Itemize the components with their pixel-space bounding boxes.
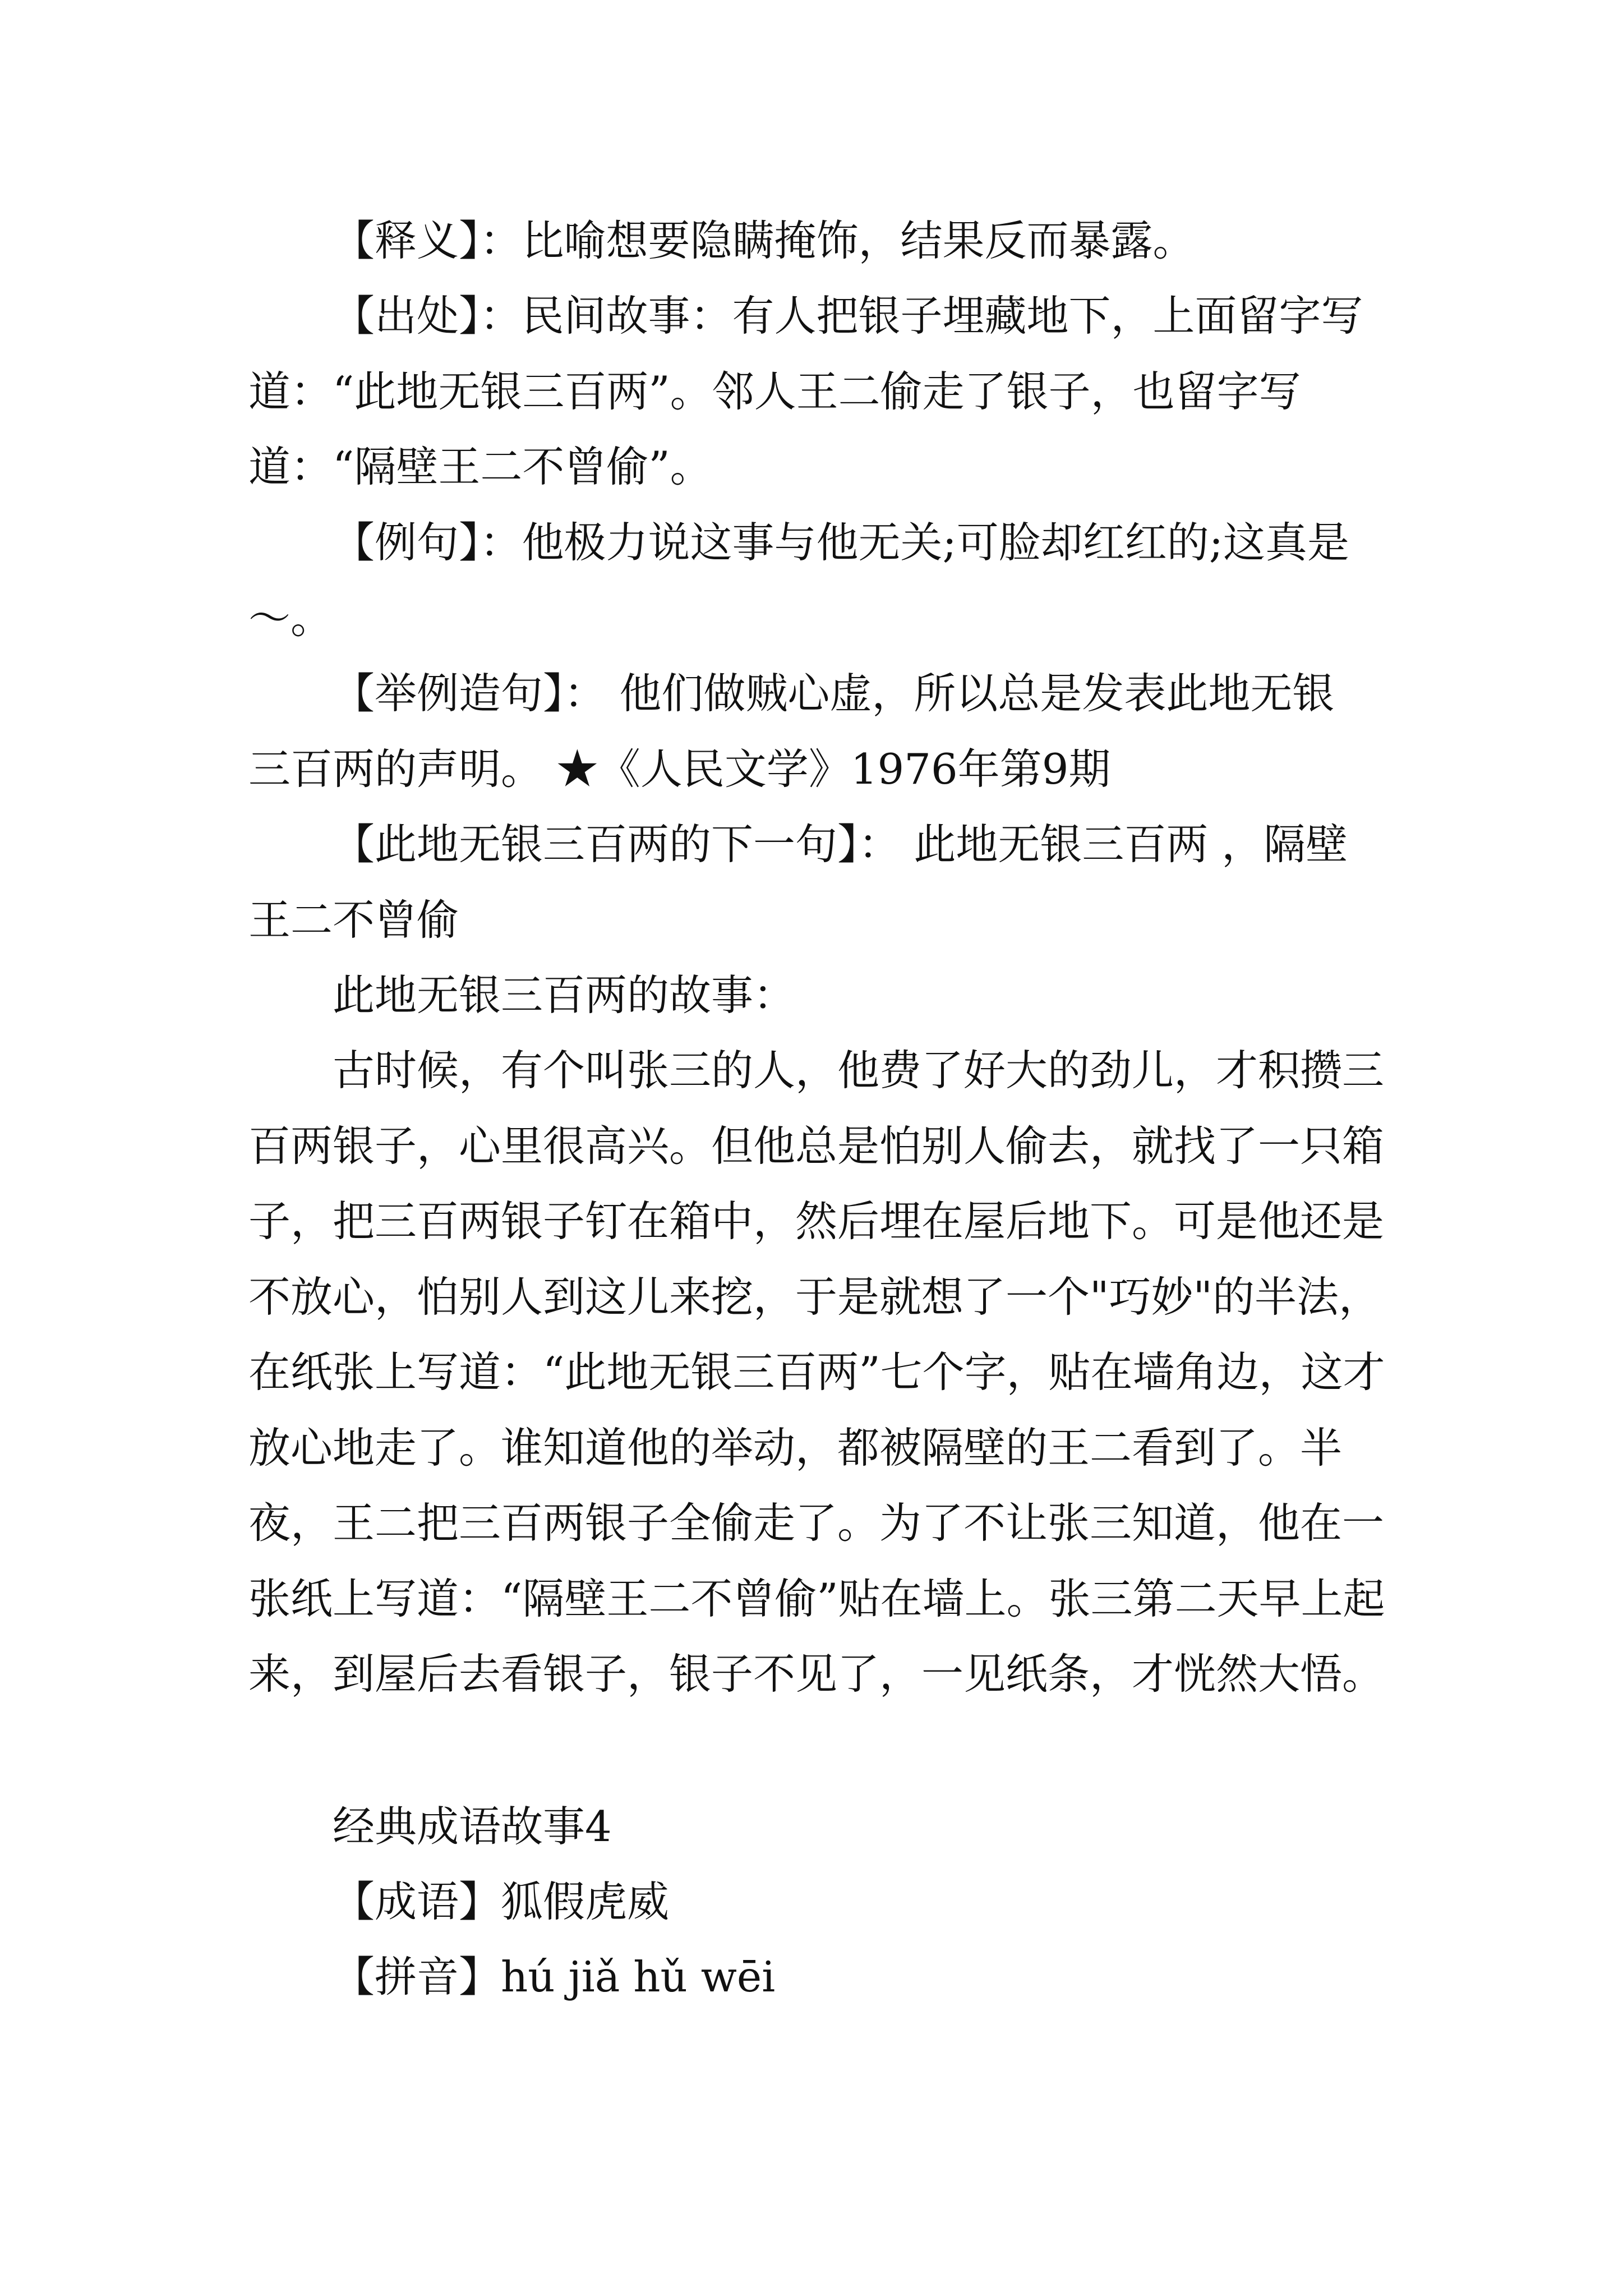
paragraph-text: 【举例造句】： 他们做贼心虚，所以总是发表此地无银三百两的声明。 ★《人民文学》1976年第9期 <box>248 669 1335 794</box>
paragraph-definition <box>248 203 1370 279</box>
paragraph-example-sentence <box>248 505 1370 656</box>
paragraph-text: 【出处】：民间故事：有人把银子埋藏地下，上面留字写道：“此地无银三百两”。邻人王二偷走了银子，也留字写道：“隔壁王二不曾偷”。 <box>248 291 1363 491</box>
paragraph-usage-example <box>248 656 1370 807</box>
paragraph-text: 【拼音】hú jiǎ hǔ wēi <box>333 1952 776 2001</box>
paragraph-origin <box>248 278 1370 505</box>
paragraph-text: 【例句】：他极力说这事与他无关;可脸却红红的;这真是～。 <box>248 518 1350 643</box>
paragraph-text: 古时候，有个叫张三的人，他费了好大的劲儿，才积攒三百两银子，心里很高兴。但他总是怕别人偷去，就找了一只箱子，把三百两银子钉在箱中，然后埋在屋后地下。可是他还是不放心，怕别人到这儿来挖，于是就想了一个"巧妙"的半法，在纸张上写道：“此地无银三百两”七个字，贴在墙角边，这才放心地走了。谁知道他的举动，都被隔壁的王二看到了。半夜，王二把三百两银子全偷走了。为了不让张三知道，他在一张纸上写道：“隔壁王二不曾偷”贴在墙上。张三第二天早上起来，到屋后去看银子，银子不见了，一见纸条，才恍然大悟。 <box>248 1046 1385 1699</box>
paragraph-story-body <box>248 1033 1398 1712</box>
paragraph-text: 此地无银三百两的故事： <box>333 970 796 1020</box>
paragraph-section-title <box>248 1789 1370 1865</box>
paragraph-text: 【释义】：比喻想要隐瞒掩饰，结果反而暴露。 <box>333 216 1195 265</box>
paragraph-next-line <box>248 807 1370 958</box>
paragraph-story-heading <box>248 958 1370 1033</box>
paragraph-pinyin <box>248 1939 1370 2015</box>
paragraph-text: 经典成语故事4 <box>333 1802 612 1851</box>
paragraph-text: 【成语】狐假虎威 <box>333 1877 670 1926</box>
paragraph-idiom <box>248 1864 1370 1940</box>
paragraph-text: 【此地无银三百两的下一句】： 此地无银三百两 ，隔壁王二不曾偷 <box>248 820 1348 945</box>
